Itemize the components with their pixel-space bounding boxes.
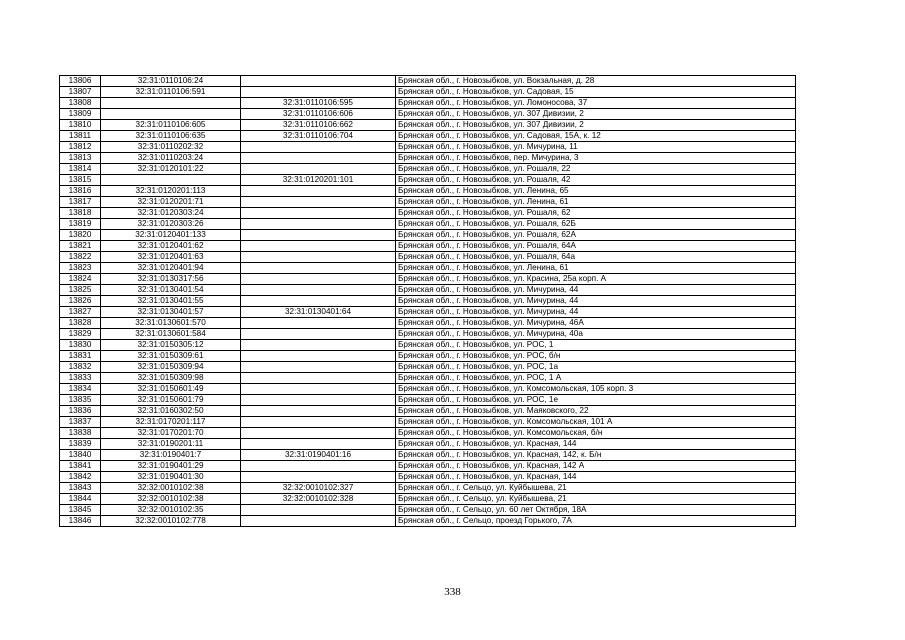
secondary-cadastral-number-cell	[241, 329, 396, 340]
table-row	[60, 417, 796, 428]
cadastral-number-cell: 32:32:0010102:38	[101, 494, 241, 505]
cadastral-number-cell: 32:31:0130317:56	[101, 274, 241, 285]
table-row	[60, 252, 796, 263]
table-row	[60, 494, 796, 505]
secondary-cadastral-number-cell	[241, 340, 396, 351]
cadastral-number-cell: 32:31:0130401:54	[101, 285, 241, 296]
secondary-cadastral-number-cell: 32:31:0120201:101	[241, 175, 396, 186]
row-number-cell: 13813	[60, 153, 101, 164]
table-row	[60, 395, 796, 406]
secondary-cadastral-number-cell	[241, 461, 396, 472]
row-number-cell: 13843	[60, 483, 101, 494]
row-number-cell: 13833	[60, 373, 101, 384]
address-cell: Брянская обл., г. Новозыбков, ул. Маяковского, 22	[396, 406, 796, 417]
row-number-cell: 13812	[60, 142, 101, 153]
address-cell: Брянская обл., г. Новозыбков, ул. РОС, 1 А	[396, 373, 796, 384]
secondary-cadastral-number-cell	[241, 351, 396, 362]
row-number-cell: 13846	[60, 516, 101, 527]
cadastral-number-cell	[101, 109, 241, 120]
cadastral-number-cell: 32:31:0110106:24	[101, 76, 241, 87]
secondary-cadastral-number-cell	[241, 439, 396, 450]
address-cell: Брянская обл., г. Новозыбков, ул. Садовая, 15	[396, 87, 796, 98]
row-number-cell: 13844	[60, 494, 101, 505]
cadastral-number-cell: 32:31:0110106:635	[101, 131, 241, 142]
cadastral-number-cell: 32:32:0010102:778	[101, 516, 241, 527]
secondary-cadastral-number-cell	[241, 142, 396, 153]
address-cell: Брянская обл., г. Новозыбков, ул. Рошаля, 64А	[396, 241, 796, 252]
cadastral-number-cell: 32:31:0110203:24	[101, 153, 241, 164]
cadastral-number-cell: 32:31:0130601:584	[101, 329, 241, 340]
address-cell: Брянская обл., г. Новозыбков, ул. Мичурина, 44	[396, 285, 796, 296]
secondary-cadastral-number-cell	[241, 252, 396, 263]
secondary-cadastral-number-cell	[241, 263, 396, 274]
address-cell: Брянская обл., г. Новозыбков, ул. Красная, 142, к. Б/н	[396, 450, 796, 461]
row-number-cell: 13814	[60, 164, 101, 175]
secondary-cadastral-number-cell	[241, 296, 396, 307]
table-row	[60, 153, 796, 164]
row-number-cell: 13822	[60, 252, 101, 263]
cadastral-number-cell: 32:32:0010102:38	[101, 483, 241, 494]
table-row	[60, 208, 796, 219]
row-number-cell: 13839	[60, 439, 101, 450]
address-cell: Брянская обл., г. Новозыбков, ул. Рошаля, 22	[396, 164, 796, 175]
cadastral-number-cell: 32:31:0150601:79	[101, 395, 241, 406]
secondary-cadastral-number-cell: 32:31:0110106:704	[241, 131, 396, 142]
cadastral-number-cell: 32:31:0130601:570	[101, 318, 241, 329]
row-number-cell: 13827	[60, 307, 101, 318]
address-cell: Брянская обл., г. Новозыбков, ул. РОС, 1	[396, 340, 796, 351]
cadastral-number-cell: 32:31:0130401:57	[101, 307, 241, 318]
table-row	[60, 516, 796, 527]
secondary-cadastral-number-cell	[241, 318, 396, 329]
row-number-cell: 13838	[60, 428, 101, 439]
address-cell: Брянская обл., г. Новозыбков, ул. Ломоносова, 37	[396, 98, 796, 109]
secondary-cadastral-number-cell	[241, 241, 396, 252]
table-row	[60, 373, 796, 384]
property-table	[59, 75, 796, 527]
secondary-cadastral-number-cell: 32:31:0110106:662	[241, 120, 396, 131]
secondary-cadastral-number-cell: 32:31:0190401:16	[241, 450, 396, 461]
cadastral-number-cell: 32:31:0190201:11	[101, 439, 241, 450]
cadastral-number-cell	[101, 98, 241, 109]
address-cell: Брянская обл., г. Новозыбков, ул. Красная, 144	[396, 439, 796, 450]
address-cell: Брянская обл., г. Сельцо, ул. 60 лет Октября, 18А	[396, 505, 796, 516]
table-body	[60, 76, 796, 527]
table-row	[60, 461, 796, 472]
cadastral-number-cell: 32:31:0120401:94	[101, 263, 241, 274]
secondary-cadastral-number-cell	[241, 516, 396, 527]
row-number-cell: 13834	[60, 384, 101, 395]
cadastral-number-cell: 32:31:0150309:94	[101, 362, 241, 373]
address-cell: Брянская обл., г. Новозыбков, ул. Мичурина, 46А	[396, 318, 796, 329]
secondary-cadastral-number-cell: 32:31:0110106:606	[241, 109, 396, 120]
address-cell: Брянская обл., г. Новозыбков, ул. Комсомольская, 105 корп. 3	[396, 384, 796, 395]
row-number-cell: 13830	[60, 340, 101, 351]
table-row	[60, 120, 796, 131]
secondary-cadastral-number-cell	[241, 164, 396, 175]
row-number-cell: 13808	[60, 98, 101, 109]
cadastral-number-cell: 32:31:0150305:12	[101, 340, 241, 351]
cadastral-number-cell: 32:31:0120401:133	[101, 230, 241, 241]
table-row	[60, 428, 796, 439]
table-row	[60, 87, 796, 98]
row-number-cell: 13840	[60, 450, 101, 461]
row-number-cell: 13815	[60, 175, 101, 186]
cadastral-number-cell: 32:31:0190401:29	[101, 461, 241, 472]
row-number-cell: 13816	[60, 186, 101, 197]
cadastral-number-cell: 32:31:0110106:591	[101, 87, 241, 98]
address-cell: Брянская обл., г. Новозыбков, ул. 307 Дивизии, 2	[396, 120, 796, 131]
cadastral-number-cell: 32:31:0120303:24	[101, 208, 241, 219]
address-cell: Брянская обл., г. Новозыбков, ул. Ленина, 65	[396, 186, 796, 197]
cadastral-number-cell: 32:31:0150309:98	[101, 373, 241, 384]
row-number-cell: 13823	[60, 263, 101, 274]
address-cell: Брянская обл., г. Новозыбков, ул. Красная, 142 А	[396, 461, 796, 472]
address-cell: Брянская обл., г. Новозыбков, ул. Рошаля, 62	[396, 208, 796, 219]
secondary-cadastral-number-cell	[241, 197, 396, 208]
address-cell: Брянская обл., г. Новозыбков, ул. Мичурина, 44	[396, 307, 796, 318]
table-row	[60, 285, 796, 296]
address-cell: Брянская обл., г. Новозыбков, ул. РОС, 1е	[396, 395, 796, 406]
secondary-cadastral-number-cell	[241, 230, 396, 241]
cadastral-number-cell: 32:31:0120201:113	[101, 186, 241, 197]
table-row	[60, 307, 796, 318]
table-row	[60, 164, 796, 175]
row-number-cell: 13820	[60, 230, 101, 241]
row-number-cell: 13817	[60, 197, 101, 208]
cadastral-number-cell: 32:31:0120401:63	[101, 252, 241, 263]
row-number-cell: 13810	[60, 120, 101, 131]
table-row	[60, 296, 796, 307]
secondary-cadastral-number-cell	[241, 219, 396, 230]
row-number-cell: 13811	[60, 131, 101, 142]
row-number-cell: 13819	[60, 219, 101, 230]
row-number-cell: 13807	[60, 87, 101, 98]
address-cell: Брянская обл., г. Новозыбков, ул. Красина, 25а корп. А	[396, 274, 796, 285]
secondary-cadastral-number-cell	[241, 208, 396, 219]
secondary-cadastral-number-cell	[241, 76, 396, 87]
row-number-cell: 13821	[60, 241, 101, 252]
cadastral-number-cell: 32:31:0190401:7	[101, 450, 241, 461]
cadastral-number-cell: 32:32:0010102:35	[101, 505, 241, 516]
secondary-cadastral-number-cell	[241, 395, 396, 406]
address-cell: Брянская обл., г. Новозыбков, ул. Мичурина, 11	[396, 142, 796, 153]
secondary-cadastral-number-cell	[241, 362, 396, 373]
address-cell: Брянская обл., г. Новозыбков, ул. Рошаля, 62А	[396, 230, 796, 241]
table-row	[60, 274, 796, 285]
secondary-cadastral-number-cell	[241, 274, 396, 285]
table-row	[60, 142, 796, 153]
row-number-cell: 13828	[60, 318, 101, 329]
row-number-cell: 13832	[60, 362, 101, 373]
row-number-cell: 13829	[60, 329, 101, 340]
address-cell: Брянская обл., г. Новозыбков, ул. Мичурина, 44	[396, 296, 796, 307]
row-number-cell: 13841	[60, 461, 101, 472]
secondary-cadastral-number-cell: 32:32:0010102:328	[241, 494, 396, 505]
secondary-cadastral-number-cell	[241, 87, 396, 98]
table-row	[60, 351, 796, 362]
table-row	[60, 175, 796, 186]
address-cell: Брянская обл., г. Новозыбков, ул. Рошаля, 64а	[396, 252, 796, 263]
secondary-cadastral-number-cell	[241, 406, 396, 417]
table-row	[60, 131, 796, 142]
row-number-cell: 13842	[60, 472, 101, 483]
table-row	[60, 384, 796, 395]
table-row	[60, 340, 796, 351]
cadastral-number-cell	[101, 175, 241, 186]
secondary-cadastral-number-cell	[241, 428, 396, 439]
table-row	[60, 472, 796, 483]
table-row	[60, 450, 796, 461]
secondary-cadastral-number-cell: 32:32:0010102:327	[241, 483, 396, 494]
table-row	[60, 483, 796, 494]
secondary-cadastral-number-cell	[241, 153, 396, 164]
table-row	[60, 197, 796, 208]
cadastral-number-cell: 32:31:0120201:71	[101, 197, 241, 208]
row-number-cell: 13836	[60, 406, 101, 417]
cadastral-number-cell: 32:31:0120303:26	[101, 219, 241, 230]
cadastral-number-cell: 32:31:0150601:49	[101, 384, 241, 395]
address-cell: Брянская обл., г. Новозыбков, ул. Красная, 144	[396, 472, 796, 483]
secondary-cadastral-number-cell	[241, 384, 396, 395]
table-row	[60, 186, 796, 197]
table-row	[60, 219, 796, 230]
row-number-cell: 13845	[60, 505, 101, 516]
row-number-cell: 13837	[60, 417, 101, 428]
cadastral-number-cell: 32:31:0130401:55	[101, 296, 241, 307]
address-cell: Брянская обл., г. Новозыбков, ул. Ленина, 61	[396, 197, 796, 208]
row-number-cell: 13806	[60, 76, 101, 87]
address-cell: Брянская обл., г. Новозыбков, ул. Комсомольская, б/н	[396, 428, 796, 439]
address-cell: Брянская обл., г. Новозыбков, ул. 307 Дивизии, 2	[396, 109, 796, 120]
cadastral-number-cell: 32:31:0170201:117	[101, 417, 241, 428]
table-row	[60, 406, 796, 417]
table-row	[60, 505, 796, 516]
secondary-cadastral-number-cell	[241, 472, 396, 483]
cadastral-number-cell: 32:31:0110106:605	[101, 120, 241, 131]
secondary-cadastral-number-cell: 32:31:0110106:595	[241, 98, 396, 109]
secondary-cadastral-number-cell	[241, 186, 396, 197]
page-number: 338	[444, 586, 461, 598]
row-number-cell: 13835	[60, 395, 101, 406]
address-cell: Брянская обл., г. Новозыбков, ул. Садовая, 15А, к. 12	[396, 131, 796, 142]
address-cell: Брянская обл., г. Новозыбков, ул. Рошаля, 42	[396, 175, 796, 186]
cadastral-number-cell: 32:31:0150309:61	[101, 351, 241, 362]
table-row	[60, 230, 796, 241]
secondary-cadastral-number-cell: 32:31:0130401:64	[241, 307, 396, 318]
table-row	[60, 76, 796, 87]
table-row	[60, 109, 796, 120]
row-number-cell: 13809	[60, 109, 101, 120]
cadastral-number-cell: 32:31:0190401:30	[101, 472, 241, 483]
row-number-cell: 13825	[60, 285, 101, 296]
table-row	[60, 98, 796, 109]
address-cell: Брянская обл., г. Новозыбков, ул. Ленина, 61	[396, 263, 796, 274]
address-cell: Брянская обл., г. Сельцо, проезд Горького, 7А	[396, 516, 796, 527]
address-cell: Брянская обл., г. Сельцо, ул. Куйбышева, 21	[396, 483, 796, 494]
secondary-cadastral-number-cell	[241, 505, 396, 516]
secondary-cadastral-number-cell	[241, 373, 396, 384]
cadastral-number-cell: 32:31:0160302:50	[101, 406, 241, 417]
address-cell: Брянская обл., г. Новозыбков, ул. Комсомольская, 101 А	[396, 417, 796, 428]
address-cell: Брянская обл., г. Новозыбков, ул. Вокзальная, д. 28	[396, 76, 796, 87]
row-number-cell: 13818	[60, 208, 101, 219]
table-row	[60, 362, 796, 373]
table-row	[60, 318, 796, 329]
cadastral-number-cell: 32:31:0120101:22	[101, 164, 241, 175]
secondary-cadastral-number-cell	[241, 417, 396, 428]
address-cell: Брянская обл., г. Сельцо, ул. Куйбышева, 21	[396, 494, 796, 505]
cadastral-number-cell: 32:31:0110202:32	[101, 142, 241, 153]
address-cell: Брянская обл., г. Новозыбков, ул. РОС, б/н	[396, 351, 796, 362]
secondary-cadastral-number-cell	[241, 285, 396, 296]
table-row	[60, 439, 796, 450]
cadastral-number-cell: 32:31:0170201:70	[101, 428, 241, 439]
row-number-cell: 13831	[60, 351, 101, 362]
address-cell: Брянская обл., г. Новозыбков, ул. Рошаля, 62Б	[396, 219, 796, 230]
table-row	[60, 329, 796, 340]
cadastral-number-cell: 32:31:0120401:62	[101, 241, 241, 252]
row-number-cell: 13826	[60, 296, 101, 307]
table-row	[60, 263, 796, 274]
address-cell: Брянская обл., г. Новозыбков, ул. Мичурина, 40а	[396, 329, 796, 340]
row-number-cell: 13824	[60, 274, 101, 285]
address-cell: Брянская обл., г. Новозыбков, пер. Мичурина, 3	[396, 153, 796, 164]
table-row	[60, 241, 796, 252]
address-cell: Брянская обл., г. Новозыбков, ул. РОС, 1а	[396, 362, 796, 373]
